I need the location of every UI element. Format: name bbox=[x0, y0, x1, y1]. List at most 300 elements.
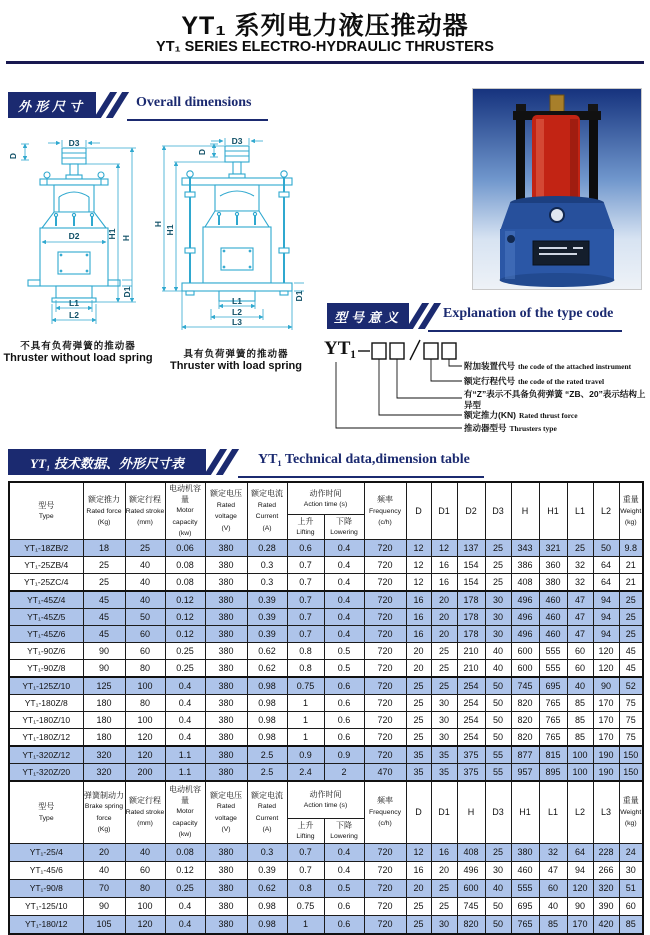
table-row bbox=[9, 843, 643, 861]
value-cell: 0.3 bbox=[247, 573, 287, 591]
value-cell: 0.5 bbox=[324, 659, 364, 677]
value-cell: 45 bbox=[83, 608, 125, 625]
model-cell: YT₁-90Z/8 bbox=[9, 659, 83, 677]
value-cell: 16 bbox=[406, 591, 431, 609]
value-cell: 100 bbox=[125, 897, 165, 915]
drawing-thruster-without-load-spring bbox=[6, 134, 154, 336]
value-cell: 75 bbox=[619, 694, 643, 711]
value-cell: 60 bbox=[619, 897, 643, 915]
value-cell: 32 bbox=[567, 556, 593, 573]
value-cell: 0.39 bbox=[247, 861, 287, 879]
type-code-item-en: the code of the attached instrument bbox=[518, 362, 632, 371]
dim-label-h1: H1 bbox=[107, 228, 117, 240]
model-cell: YT₁-180/12 bbox=[9, 915, 83, 934]
caption-en: Thruster with load spring bbox=[169, 360, 302, 372]
column-header: 重量 Weight (kg) bbox=[619, 781, 643, 844]
value-cell: 375 bbox=[457, 763, 485, 781]
column-subheader: 下降 Lowering bbox=[324, 515, 364, 539]
section-underline bbox=[238, 476, 484, 478]
value-cell: 35 bbox=[406, 763, 431, 781]
value-cell: 0.9 bbox=[324, 746, 364, 764]
value-cell: 20 bbox=[406, 659, 431, 677]
value-cell: 45 bbox=[619, 659, 643, 677]
value-cell: 60 bbox=[125, 861, 165, 879]
value-cell: 380 bbox=[205, 746, 247, 764]
column-header: D1 bbox=[431, 482, 457, 539]
value-cell: 0.7 bbox=[287, 556, 324, 573]
section-title-technical-data-en: YT₁ Technical data,dimension table bbox=[258, 452, 470, 467]
value-cell: 0.7 bbox=[287, 843, 324, 861]
value-cell: 0.98 bbox=[247, 728, 287, 746]
value-cell: 320 bbox=[83, 763, 125, 781]
value-cell: 0.8 bbox=[287, 659, 324, 677]
table-row bbox=[9, 763, 643, 781]
value-cell: 25 bbox=[83, 556, 125, 573]
column-header: H1 bbox=[511, 781, 539, 844]
model-cell: YT₁-45/6 bbox=[9, 861, 83, 879]
column-header: D bbox=[406, 482, 431, 539]
value-cell: 20 bbox=[431, 591, 457, 609]
value-cell: 0.6 bbox=[324, 711, 364, 728]
value-cell: 16 bbox=[406, 608, 431, 625]
value-cell: 0.98 bbox=[247, 897, 287, 915]
value-cell: 100 bbox=[125, 677, 165, 695]
column-header: 频率 Frequency (c/h) bbox=[364, 781, 406, 844]
type-code-item-z-note bbox=[464, 388, 648, 410]
value-cell: 178 bbox=[457, 625, 485, 642]
value-cell: 137 bbox=[457, 539, 485, 556]
dim-label-l2: L2 bbox=[232, 307, 242, 317]
value-cell: 0.5 bbox=[324, 879, 364, 897]
value-cell: 0.4 bbox=[165, 677, 205, 695]
value-cell: 35 bbox=[406, 746, 431, 764]
value-cell: 496 bbox=[511, 625, 539, 642]
value-cell: 1 bbox=[287, 711, 324, 728]
value-cell: 25 bbox=[406, 915, 431, 934]
value-cell: 0.12 bbox=[165, 861, 205, 879]
value-cell: 85 bbox=[539, 915, 567, 934]
value-cell: 25 bbox=[406, 694, 431, 711]
technical-data-table-z-series bbox=[8, 481, 644, 782]
value-cell: 496 bbox=[511, 591, 539, 609]
value-cell: 266 bbox=[593, 861, 619, 879]
value-cell: 320 bbox=[593, 879, 619, 897]
table-row bbox=[9, 539, 643, 556]
value-cell: 40 bbox=[125, 573, 165, 591]
value-cell: 0.12 bbox=[165, 591, 205, 609]
value-cell: 25 bbox=[83, 573, 125, 591]
value-cell: 895 bbox=[539, 763, 567, 781]
page-title-zh: YT₁ 系列电力液压推动器 bbox=[181, 12, 469, 40]
value-cell: 720 bbox=[364, 625, 406, 642]
value-cell: 380 bbox=[205, 659, 247, 677]
page-title-en: YT₁ SERIES ELECTRO-HYDRAULIC THRUSTERS bbox=[156, 39, 494, 55]
type-code-item-rated-travel bbox=[464, 375, 648, 387]
value-cell: 0.5 bbox=[324, 642, 364, 659]
model-cell: YT₁-125Z/10 bbox=[9, 677, 83, 695]
value-cell: 60 bbox=[567, 659, 593, 677]
value-cell: 0.4 bbox=[324, 573, 364, 591]
column-header: D2 bbox=[457, 482, 485, 539]
value-cell: 154 bbox=[457, 573, 485, 591]
value-cell: 0.4 bbox=[165, 711, 205, 728]
value-cell: 380 bbox=[205, 861, 247, 879]
type-code-item-en: Rated thrust force bbox=[518, 411, 578, 420]
value-cell: 957 bbox=[511, 763, 539, 781]
dim-label-l2: L2 bbox=[69, 310, 79, 320]
value-cell: 0.4 bbox=[165, 728, 205, 746]
value-cell: 20 bbox=[406, 879, 431, 897]
value-cell: 47 bbox=[567, 625, 593, 642]
drawing-thruster-with-load-spring bbox=[152, 132, 317, 344]
value-cell: 90 bbox=[83, 659, 125, 677]
value-cell: 0.8 bbox=[287, 642, 324, 659]
value-cell: 120 bbox=[567, 879, 593, 897]
type-code-item-en: the code of the rated travel bbox=[518, 377, 605, 386]
value-cell: 0.12 bbox=[165, 625, 205, 642]
value-cell: 90 bbox=[567, 897, 593, 915]
column-header: L1 bbox=[567, 482, 593, 539]
value-cell: 420 bbox=[593, 915, 619, 934]
value-cell: 380 bbox=[205, 915, 247, 934]
value-cell: 380 bbox=[205, 711, 247, 728]
value-cell: 45 bbox=[83, 625, 125, 642]
column-header: 弹簧制动力 Brake spring force (Kg) bbox=[83, 781, 125, 844]
value-cell: 55 bbox=[485, 746, 511, 764]
value-cell: 47 bbox=[567, 608, 593, 625]
value-cell: 0.4 bbox=[324, 625, 364, 642]
table-row bbox=[9, 897, 643, 915]
title-divider bbox=[6, 61, 644, 64]
column-header: 型号 Type bbox=[9, 781, 83, 844]
type-code-item-en: Thrusters type bbox=[509, 424, 557, 433]
column-header: D bbox=[406, 781, 431, 844]
column-subheader: 上升 Lifting bbox=[287, 515, 324, 539]
column-header: 动作时间 Action time (s) bbox=[287, 482, 364, 515]
value-cell: 0.8 bbox=[287, 879, 324, 897]
value-cell: 154 bbox=[457, 556, 485, 573]
type-code-prefix: YT₁ bbox=[324, 338, 357, 359]
value-cell: 25 bbox=[431, 897, 457, 915]
section-title-type-code-en: Explanation of the type code bbox=[443, 306, 614, 321]
value-cell: 94 bbox=[593, 591, 619, 609]
value-cell: 80 bbox=[125, 659, 165, 677]
dim-label-l1: L1 bbox=[232, 296, 242, 306]
column-header: 型号 Type bbox=[9, 482, 83, 539]
value-cell: 47 bbox=[539, 861, 567, 879]
dim-label-d1: D1 bbox=[122, 286, 132, 298]
value-cell: 12 bbox=[406, 556, 431, 573]
model-cell: YT₁-25ZB/4 bbox=[9, 556, 83, 573]
value-cell: 18 bbox=[83, 539, 125, 556]
value-cell: 40 bbox=[485, 659, 511, 677]
value-cell: 380 bbox=[205, 556, 247, 573]
value-cell: 94 bbox=[593, 608, 619, 625]
value-cell: 40 bbox=[485, 642, 511, 659]
value-cell: 170 bbox=[593, 711, 619, 728]
column-header: 额定电压 Rated voltage (V) bbox=[205, 781, 247, 844]
value-cell: 47 bbox=[567, 591, 593, 609]
dim-label-h: H bbox=[121, 234, 131, 242]
value-cell: 254 bbox=[457, 677, 485, 695]
product-photo bbox=[472, 88, 642, 290]
column-header: 额定推力 Rated force (Kg) bbox=[83, 482, 125, 539]
value-cell: 0.75 bbox=[287, 677, 324, 695]
value-cell: 496 bbox=[457, 861, 485, 879]
model-cell: YT₁-180Z/12 bbox=[9, 728, 83, 746]
value-cell: 555 bbox=[539, 659, 567, 677]
value-cell: 820 bbox=[511, 711, 539, 728]
dim-label-d1: D1 bbox=[294, 290, 304, 302]
section-underline bbox=[428, 330, 622, 332]
value-cell: 25 bbox=[406, 897, 431, 915]
value-cell: 0.08 bbox=[165, 556, 205, 573]
model-cell: YT₁-320Z/12 bbox=[9, 746, 83, 764]
value-cell: 30 bbox=[619, 861, 643, 879]
column-header: 额定电压 Rated voltage (V) bbox=[205, 482, 247, 539]
value-cell: 720 bbox=[364, 591, 406, 609]
value-cell: 178 bbox=[457, 591, 485, 609]
value-cell: 375 bbox=[457, 746, 485, 764]
value-cell: 765 bbox=[539, 711, 567, 728]
column-header: H bbox=[457, 781, 485, 844]
value-cell: 380 bbox=[205, 897, 247, 915]
value-cell: 1.1 bbox=[165, 763, 205, 781]
value-cell: 0.39 bbox=[247, 591, 287, 609]
value-cell: 460 bbox=[539, 625, 567, 642]
value-cell: 25 bbox=[619, 625, 643, 642]
value-cell: 21 bbox=[619, 556, 643, 573]
value-cell: 720 bbox=[364, 694, 406, 711]
value-cell: 0.4 bbox=[324, 608, 364, 625]
thruster-photo-illustration bbox=[473, 89, 641, 289]
value-cell: 32 bbox=[539, 843, 567, 861]
value-cell: 380 bbox=[205, 642, 247, 659]
type-code-item-zh: 额定推力(KN) bbox=[464, 410, 516, 420]
value-cell: 25 bbox=[485, 539, 511, 556]
value-cell: 460 bbox=[511, 861, 539, 879]
value-cell: 2.4 bbox=[287, 763, 324, 781]
column-header: 额定行程 Rated stroke (mm) bbox=[125, 781, 165, 844]
value-cell: 20 bbox=[431, 625, 457, 642]
value-cell: 24 bbox=[619, 843, 643, 861]
value-cell: 0.7 bbox=[287, 625, 324, 642]
value-cell: 820 bbox=[511, 728, 539, 746]
value-cell: 30 bbox=[485, 591, 511, 609]
value-cell: 210 bbox=[457, 642, 485, 659]
value-cell: 380 bbox=[205, 879, 247, 897]
value-cell: 254 bbox=[457, 728, 485, 746]
column-header: 额定电流 Rated Current (A) bbox=[247, 482, 287, 539]
value-cell: 75 bbox=[619, 728, 643, 746]
value-cell: 9.8 bbox=[619, 539, 643, 556]
value-cell: 254 bbox=[457, 694, 485, 711]
value-cell: 12 bbox=[431, 539, 457, 556]
value-cell: 200 bbox=[125, 763, 165, 781]
value-cell: 100 bbox=[567, 746, 593, 764]
value-cell: 720 bbox=[364, 711, 406, 728]
caption-without-load-spring bbox=[2, 338, 154, 364]
value-cell: 25 bbox=[431, 677, 457, 695]
value-cell: 94 bbox=[567, 861, 593, 879]
value-cell: 85 bbox=[567, 694, 593, 711]
value-cell: 380 bbox=[205, 539, 247, 556]
value-cell: 228 bbox=[593, 843, 619, 861]
value-cell: 0.98 bbox=[247, 694, 287, 711]
value-cell: 25 bbox=[485, 556, 511, 573]
value-cell: 380 bbox=[205, 677, 247, 695]
caption-en: Thruster without load spring bbox=[3, 352, 153, 364]
value-cell: 30 bbox=[485, 861, 511, 879]
value-cell: 720 bbox=[364, 879, 406, 897]
value-cell: 60 bbox=[125, 625, 165, 642]
value-cell: 1 bbox=[287, 915, 324, 934]
value-cell: 1 bbox=[287, 728, 324, 746]
value-cell: 254 bbox=[457, 711, 485, 728]
value-cell: 380 bbox=[539, 573, 567, 591]
value-cell: 360 bbox=[539, 556, 567, 573]
value-cell: 0.3 bbox=[247, 843, 287, 861]
value-cell: 25 bbox=[406, 711, 431, 728]
value-cell: 30 bbox=[431, 711, 457, 728]
value-cell: 60 bbox=[125, 642, 165, 659]
column-header: 频率 Frequency (c/h) bbox=[364, 482, 406, 539]
value-cell: 12 bbox=[406, 573, 431, 591]
model-cell: YT₁-25/4 bbox=[9, 843, 83, 861]
model-cell: YT₁-45Z/4 bbox=[9, 591, 83, 609]
table-row bbox=[9, 915, 643, 934]
value-cell: 190 bbox=[593, 746, 619, 764]
value-cell: 120 bbox=[125, 915, 165, 934]
value-cell: 765 bbox=[539, 728, 567, 746]
caption-with-load-spring bbox=[152, 346, 320, 372]
value-cell: 2.5 bbox=[247, 746, 287, 764]
value-cell: 50 bbox=[485, 915, 511, 934]
dim-label-l1: L1 bbox=[69, 298, 79, 308]
value-cell: 321 bbox=[539, 539, 567, 556]
value-cell: 180 bbox=[83, 694, 125, 711]
model-cell: YT₁-45Z/6 bbox=[9, 625, 83, 642]
value-cell: 600 bbox=[511, 642, 539, 659]
value-cell: 178 bbox=[457, 608, 485, 625]
section-badge-type-code bbox=[327, 303, 409, 329]
column-header: 重量 Weight (kg) bbox=[619, 482, 643, 539]
value-cell: 720 bbox=[364, 915, 406, 934]
value-cell: 0.4 bbox=[324, 556, 364, 573]
column-header: H1 bbox=[539, 482, 567, 539]
value-cell: 877 bbox=[511, 746, 539, 764]
value-cell: 0.9 bbox=[287, 746, 324, 764]
value-cell: 460 bbox=[539, 591, 567, 609]
value-cell: 555 bbox=[511, 879, 539, 897]
value-cell: 2.5 bbox=[247, 763, 287, 781]
value-cell: 720 bbox=[364, 642, 406, 659]
value-cell: 210 bbox=[457, 659, 485, 677]
value-cell: 820 bbox=[511, 694, 539, 711]
value-cell: 40 bbox=[125, 591, 165, 609]
model-cell: YT₁-125/10 bbox=[9, 897, 83, 915]
value-cell: 720 bbox=[364, 573, 406, 591]
value-cell: 80 bbox=[125, 879, 165, 897]
column-header: D3 bbox=[485, 781, 511, 844]
value-cell: 120 bbox=[125, 746, 165, 764]
value-cell: 20 bbox=[431, 861, 457, 879]
value-cell: 150 bbox=[619, 746, 643, 764]
value-cell: 75 bbox=[619, 711, 643, 728]
value-cell: 320 bbox=[83, 746, 125, 764]
value-cell: 105 bbox=[83, 915, 125, 934]
value-cell: 50 bbox=[485, 728, 511, 746]
table-row bbox=[9, 659, 643, 677]
model-cell: YT₁-180Z/10 bbox=[9, 711, 83, 728]
table-row bbox=[9, 861, 643, 879]
value-cell: 40 bbox=[485, 879, 511, 897]
type-code-item-zh: 推动器型号 bbox=[464, 423, 507, 433]
value-cell: 720 bbox=[364, 608, 406, 625]
value-cell: 85 bbox=[567, 711, 593, 728]
badge-stripes-icon bbox=[414, 303, 438, 329]
value-cell: 50 bbox=[125, 608, 165, 625]
value-cell: 0.62 bbox=[247, 879, 287, 897]
value-cell: 720 bbox=[364, 728, 406, 746]
dim-label-d2: D2 bbox=[68, 231, 80, 241]
value-cell: 720 bbox=[364, 556, 406, 573]
table-row bbox=[9, 625, 643, 642]
section-badge-label: 型号意义 bbox=[333, 309, 402, 325]
value-cell: 50 bbox=[593, 539, 619, 556]
value-cell: 51 bbox=[619, 879, 643, 897]
value-cell: 0.62 bbox=[247, 659, 287, 677]
badge-stripes-icon bbox=[212, 449, 236, 475]
value-cell: 720 bbox=[364, 677, 406, 695]
value-cell: 16 bbox=[431, 556, 457, 573]
value-cell: 380 bbox=[205, 843, 247, 861]
value-cell: 120 bbox=[593, 659, 619, 677]
technical-data-tables bbox=[8, 481, 644, 935]
type-code-item-rated-thrust bbox=[464, 409, 648, 421]
value-cell: 0.25 bbox=[165, 879, 205, 897]
value-cell: 0.4 bbox=[324, 861, 364, 879]
section-badge-label: 外形尺寸 bbox=[17, 98, 86, 114]
dim-label-d3: D3 bbox=[231, 136, 243, 146]
value-cell: 0.4 bbox=[165, 897, 205, 915]
value-cell: 50 bbox=[485, 694, 511, 711]
value-cell: 25 bbox=[431, 879, 457, 897]
value-cell: 0.3 bbox=[247, 556, 287, 573]
value-cell: 52 bbox=[619, 677, 643, 695]
value-cell: 30 bbox=[431, 694, 457, 711]
value-cell: 0.25 bbox=[165, 642, 205, 659]
value-cell: 0.39 bbox=[247, 608, 287, 625]
section-badge-overall-dimensions bbox=[8, 92, 96, 118]
value-cell: 50 bbox=[485, 677, 511, 695]
value-cell: 0.12 bbox=[165, 608, 205, 625]
value-cell: 0.08 bbox=[165, 843, 205, 861]
model-cell: YT₁-45Z/5 bbox=[9, 608, 83, 625]
type-code-item-zh: 额定行程代号 bbox=[464, 376, 516, 386]
value-cell: 16 bbox=[431, 843, 457, 861]
caption-zh: 不具有负荷弹簧的推动器 bbox=[20, 341, 136, 352]
table-row bbox=[9, 728, 643, 746]
value-cell: 12 bbox=[406, 539, 431, 556]
value-cell: 90 bbox=[83, 897, 125, 915]
table-row bbox=[9, 711, 643, 728]
value-cell: 343 bbox=[511, 539, 539, 556]
value-cell: 30 bbox=[431, 915, 457, 934]
type-code-item-thruster-type bbox=[464, 422, 648, 434]
value-cell: 0.6 bbox=[324, 915, 364, 934]
value-cell: 600 bbox=[511, 659, 539, 677]
